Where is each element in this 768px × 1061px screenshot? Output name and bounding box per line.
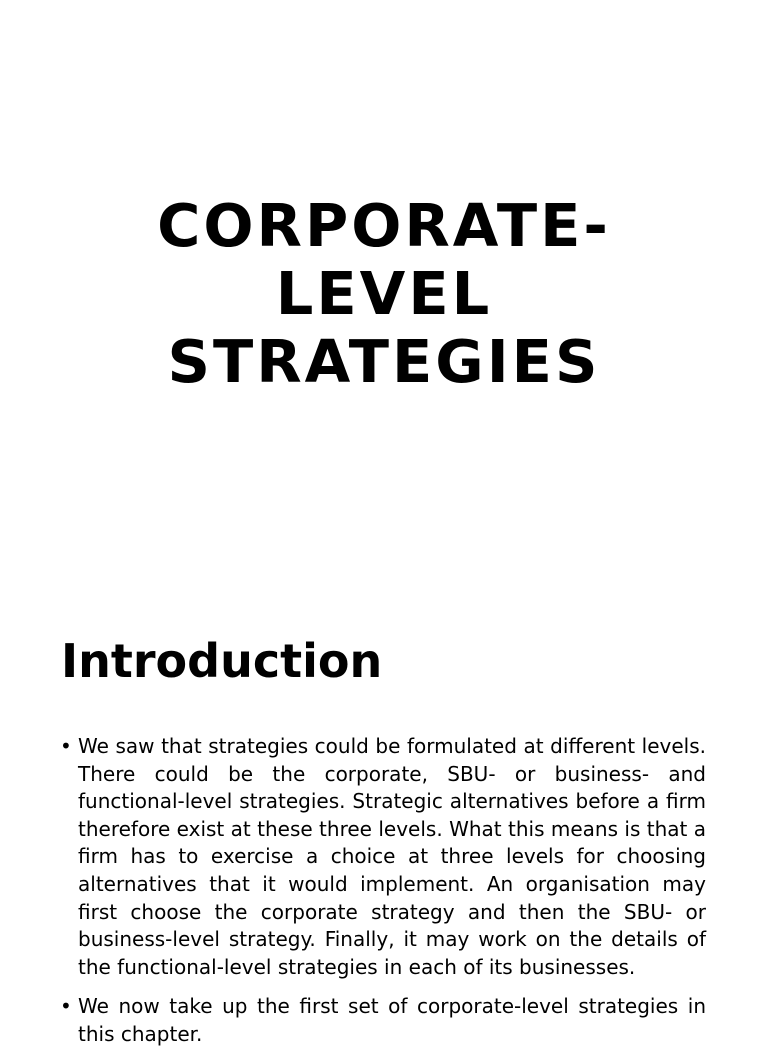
bullet-item (60, 993, 706, 1048)
slide-title (0, 192, 768, 396)
title-line-1: CORPORATE- (157, 191, 611, 260)
section-heading: Introduction (61, 634, 383, 688)
bullet-text: We saw that strategies could be formulated at different levels. There could be the corporate, SBU- or business- and functional-level strategies. Strategic alternatives before a firm therefore exist at these three levels. What this means is that a firm has to exercise a choice at three levels for choosing alternatives that it would implement. An organisation may first choose the corporate strategy and then the SBU- or business-level strategy. Finally, it may work on the details of the functional-level strategies in each of its businesses. (78, 734, 706, 979)
title-line-3: STRATEGIES (167, 327, 601, 396)
bullet-item (60, 733, 706, 981)
bullet-list (60, 733, 706, 1061)
title-line-2: LEVEL (275, 259, 493, 328)
bullet-icon: • (60, 734, 72, 758)
bullet-text: We now take up the first set of corporate-level strategies in this chapter. (78, 994, 706, 1046)
bullet-icon: • (60, 994, 72, 1019)
